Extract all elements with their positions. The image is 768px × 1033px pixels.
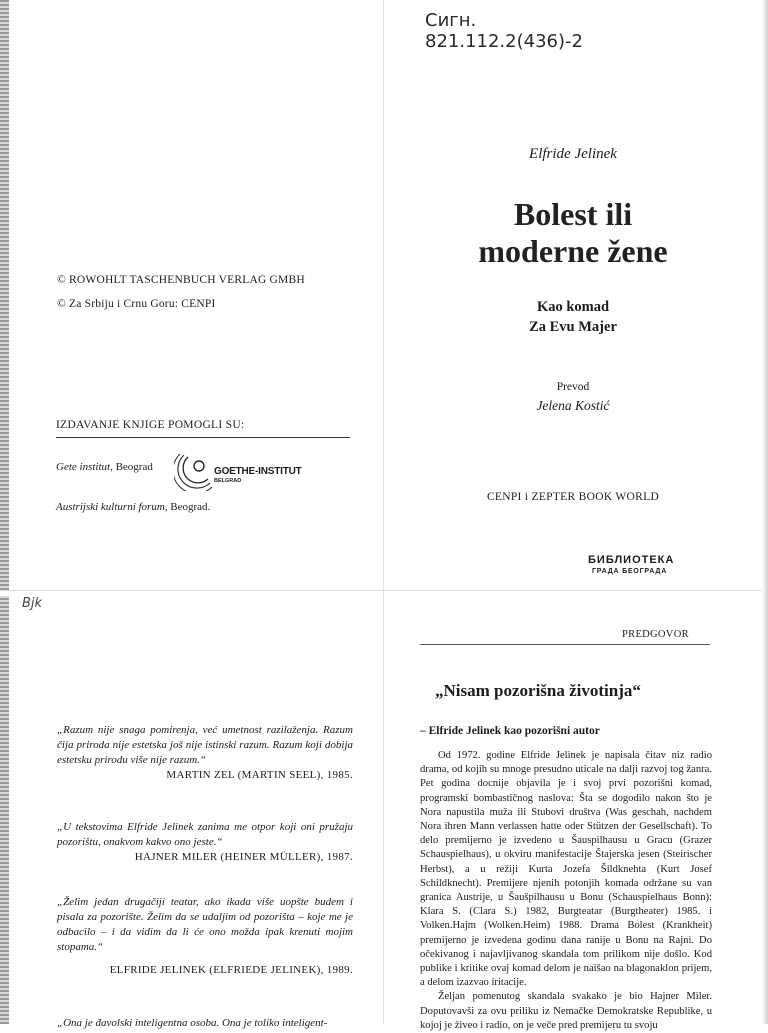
support-heading: IZDAVANJE KNJIGE POMOGLI SU:: [56, 419, 245, 431]
running-header: PREDGOVOR: [622, 629, 689, 640]
book-title-line-2: moderne žene: [478, 233, 668, 269]
epigraph-attribution: ELFRIDE JELINEK (ELFRIEDE JELINEK), 1989.: [109, 964, 353, 976]
header-rule: [420, 644, 710, 645]
call-number-stamp: Сигн. 821.112.2(436)-2: [425, 10, 583, 52]
epigraph-quote: „U tekstovima Elfride Jelinek zanima me otpor koji oni pružaju pozorištu, onakvom kakvo ono jeste.“: [57, 821, 353, 848]
book-subtitle: [384, 297, 762, 337]
partner-goethe: [56, 461, 153, 473]
subtitle-line-1: Kao komad: [536, 299, 610, 315]
goethe-logo-text: GOETHE-INSTITUT: [214, 466, 302, 477]
handwritten-note: Bjk: [22, 596, 43, 611]
partner-austrian-forum-name: Austrijski kulturni forum,: [56, 501, 168, 513]
preface-subtitle: – Elfride Jelinek kao pozorišni autor: [420, 725, 600, 737]
spread-divider: [0, 590, 768, 591]
book-title: [384, 196, 762, 270]
preface-paragraph: Od 1972. godine Elfride Jelinek je napisala čitav niz radio drama, od kojih su mnoge presudno uticale na dalji razvoj tog žanra. Pet godina docnije objavila je i svoj prvi pozorišni komad, programski bombastičnog naslova: Šta se dogodilo nakon što je Nora napustila muža ili Stubovi društva (Was geschah, nachdem Nora ihren Mann verlassen hatte oder Stützen der Gesellschaft). To delo premijerno je izvedeno u Šauspilhausu u Gracu (Grazer Schauspielhaus), u okviru manifestacije Štajerska jesen (Steirischer Herbst), a u režiji Kurta Jozefa Šildknehta (Kurt Josef Schildknecht). Premijere njenih potonjih komada održane su van granica Austrije, u Šaušpilhausu u Bonu (Schauspielhaus Bonn): Klara S. (Clara S.) 1982, Burgteatar (Burgtheater) 1985. i Volken.Hajm (Wolken.Heim) 1988. Drama Bolest (Krankheit) premijerno je izvedena godinu dana ranije u Bonu na Rajni. Do očekivanog i najavljivanog skandala tom prilikom nije došlo. Kod publike i kritike ovaj komad delom je naišao na blagonaklon prijem, a delom izazvao iritacije.: [420, 750, 712, 989]
library-stamp-city: ГРАДА БЕОГРАДА: [592, 568, 668, 575]
publisher-name: CENPI i ZEPTER BOOK WORLD: [486, 491, 660, 503]
scan-shadow: [762, 0, 768, 1024]
goethe-logo-city: BELGRAD: [214, 478, 242, 484]
epigraph-attribution: MARTIN ZEL (MARTIN SEEL), 1985.: [166, 769, 353, 781]
partner-austrian-forum-city: Beograd.: [167, 501, 211, 513]
scan-edge-bottom: [0, 596, 9, 1024]
preface-title: „Nisam pozorišna životinja“: [435, 681, 641, 700]
epigraph-quote: „Razum nije snaga pomirenja, već umetnost razilaženja. Razum čija priroda nije estetska još nije istinski razum. Razum koji dobija estetsku prirodu više nije razum.“: [57, 724, 353, 766]
support-rule: [56, 437, 350, 438]
author-name: Elfride Jelinek: [529, 146, 617, 162]
subtitle-line-2: Za Evu Majer: [529, 319, 617, 335]
copyright-regional: © Za Srbiju i Crnu Goru: CENPI: [57, 298, 216, 310]
scan-edge-top: [0, 0, 9, 590]
partner-goethe-name: Gete institut,: [56, 461, 113, 473]
partner-austrian-forum: [56, 501, 210, 513]
preface-paragraph: Željan pomenutog skandala svakako je bio Hajner Miler. Doputovavši za ovu priliku iz Nemačke Demokratske Republike, u kojoj je živeo i radio, on je veče pred premijeru tu svoju: [420, 991, 712, 1031]
epigraph-attribution: HAJNER MILER (HEINER MÜLLER), 1987.: [134, 851, 353, 863]
library-stamp-name: БИБЛИОТЕКА: [588, 554, 675, 566]
epigraph-quote: „Želim jedan drugačiji teatar, ako ikada više uopšte budem i pisala za pozorište. Želim da se udaljim od pozorišta – koje me je odbacilo – i da vidim da li će ono možda ipak krenuti mojim stopama.“: [57, 896, 353, 953]
copyright-publisher: © ROWOHLT TASCHENBUCH VERLAG GMBH: [57, 274, 305, 286]
epigraph-quote: „Ona je đavolski inteligentna osoba. Ona je toliko inteligent-: [57, 1017, 328, 1029]
preface-body: [420, 749, 712, 1033]
translator-name: Jelena Kostić: [536, 398, 610, 413]
partner-goethe-city: Beograd: [112, 461, 153, 473]
translation-label: Prevod: [556, 381, 590, 393]
book-title-line-1: Bolest ili: [513, 196, 633, 232]
